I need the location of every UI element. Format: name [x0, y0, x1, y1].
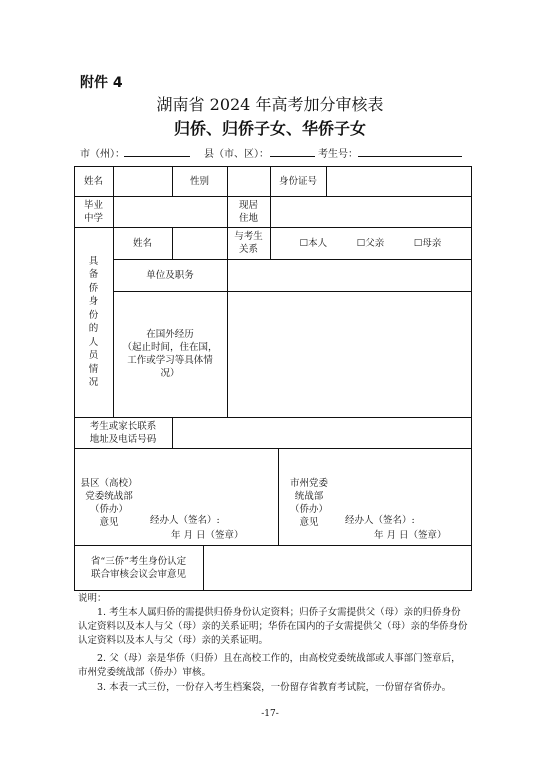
abroad-experience-label: 在国外经历 （起止时间，住在国， 工作或学习等具体情 况）: [122, 329, 218, 379]
contact-label: 考生或家长联系 地址及电话号码: [89, 420, 157, 445]
notes-heading: 说明：: [78, 593, 107, 604]
note-item-2: 2. 父（母）亲是华侨（归侨）且在高校工作的，由高校党委统战部或人事部门签章后，市州党委统战部（侨办）审核。: [78, 653, 461, 678]
city-handler-sign[interactable]: 经办人（签名）:: [345, 515, 415, 526]
county-handler-sign[interactable]: 经办人（签名）:: [150, 515, 220, 526]
city-dept-label: 市州党委 统战部 （侨办） 意见: [289, 478, 328, 528]
abroad-experience-input[interactable]: [227, 291, 471, 417]
gender-input[interactable]: [227, 166, 270, 197]
checkbox-self[interactable]: ☐本人: [299, 237, 328, 249]
relation-label: 与考生 关系: [234, 231, 263, 255]
overseas-section-label: 具 备 侨 身 份 的 人 员 情 况: [88, 255, 99, 388]
form-title: 湖南省 2024 年高考加分审核表: [156, 95, 384, 114]
county-field[interactable]: [270, 144, 315, 157]
exam-number-label: 考生号：: [318, 149, 358, 160]
city-field[interactable]: [124, 144, 190, 157]
address-label: 现居 住地: [238, 199, 258, 224]
county-dept-label: 县区（高校） 党委统战部 （侨办） 意见: [80, 478, 138, 528]
relative-name-label: 姓名: [132, 237, 152, 249]
provincial-review-input[interactable]: [203, 545, 471, 590]
address-input[interactable]: [270, 196, 471, 227]
city-date-seal: 年 月 日（签章）: [374, 530, 447, 541]
note-item-1: 1. 考生本人属归侨的需提供归侨身份认定资料；归侨子女需提供父（母）亲的归侨身份认定资料以及本人与父（母）亲的关系证明；华侨在国内的子女需提供父（母）亲的华侨身份认定资料以及本人与父（母）亲的关系证明。: [78, 607, 468, 646]
grad-school-label: 毕业 中学: [83, 199, 103, 224]
county-date-seal: 年 月 日（签章）: [171, 530, 244, 541]
checkbox-father[interactable]: ☐父亲: [356, 237, 385, 249]
note-item-3: 3. 本表一式三份，一份存入考生档案袋，一份留存省教育考试院，一份留存省侨办。: [97, 682, 452, 693]
id-number-label: 身份证号: [278, 176, 317, 187]
provincial-review-label: 省“三侨”考生身份认定 联合审核会议会审意见: [90, 555, 187, 580]
city-label: 市（州）：: [80, 149, 125, 160]
contact-input[interactable]: [172, 417, 471, 448]
relative-name-input[interactable]: [172, 227, 227, 259]
attachment-label: 附件 4: [80, 75, 123, 91]
checkbox-mother[interactable]: ☐母亲: [413, 237, 442, 249]
gender-label: 性别: [189, 176, 209, 187]
relation-options: [270, 227, 471, 259]
id-number-input[interactable]: [326, 166, 471, 197]
unit-position-input[interactable]: [227, 259, 471, 291]
name-input[interactable]: [113, 166, 172, 197]
name-label: 姓名: [83, 176, 103, 187]
page-number: -17-: [261, 709, 279, 719]
grad-school-input[interactable]: [113, 196, 227, 227]
form-subtitle: 归侨、归侨子女、华侨子女: [173, 119, 366, 138]
exam-number-field[interactable]: [358, 144, 462, 157]
unit-position-label: 单位及职务: [146, 269, 194, 281]
county-label: 县（市、区）：: [204, 149, 269, 160]
